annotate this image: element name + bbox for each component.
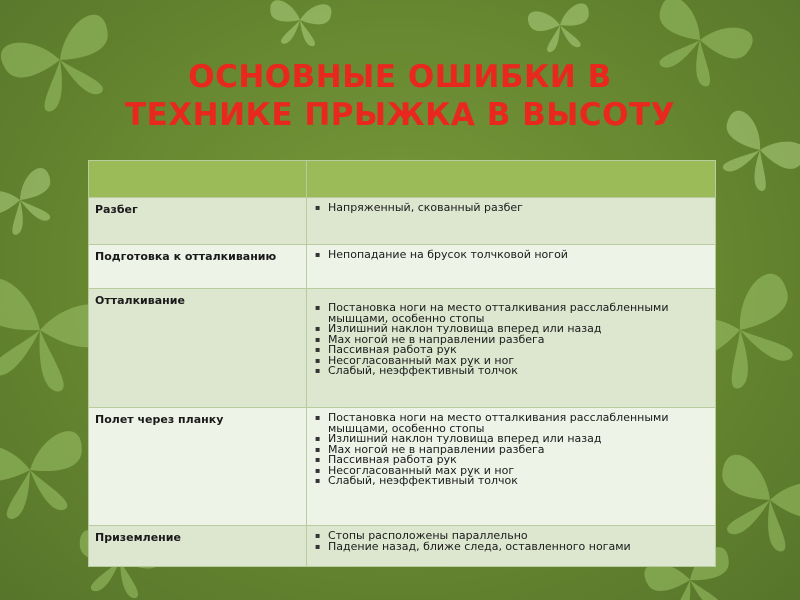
errors-cell bbox=[307, 289, 716, 408]
error-list bbox=[307, 526, 715, 556]
errors-table bbox=[88, 160, 716, 567]
table-row bbox=[89, 526, 716, 567]
table-row bbox=[89, 408, 716, 526]
phase-cell bbox=[89, 289, 307, 408]
error-item: ▪ Слабый, неэффективный толчок bbox=[315, 476, 709, 487]
table-row bbox=[89, 245, 716, 289]
error-list bbox=[307, 289, 715, 381]
errors-cell bbox=[307, 245, 716, 289]
error-item: ▪ Несогласованный мах рук и ног bbox=[315, 466, 709, 477]
errors-cell bbox=[307, 526, 716, 567]
error-item: ▪ Напряженный, скованный разбег bbox=[315, 203, 709, 214]
phase-cell bbox=[89, 198, 307, 245]
phase-name: Разбег bbox=[95, 203, 138, 216]
title-line-1: ОСНОВНЫЕ ОШИБКИ В bbox=[188, 59, 612, 95]
error-item: ▪ Мах ногой не в направлении разбега bbox=[315, 445, 709, 456]
phase-cell bbox=[89, 526, 307, 567]
error-item: ▪ Стопы расположены параллельно bbox=[315, 531, 709, 542]
phase-cell bbox=[89, 245, 307, 289]
error-item: ▪ Постановка ноги на место отталкивания расслабленными мышцами, особенно стопы bbox=[315, 303, 709, 324]
phase-name: Приземление bbox=[95, 531, 181, 544]
errors-cell bbox=[307, 198, 716, 245]
slide-title bbox=[90, 58, 710, 134]
error-item: ▪ Постановка ноги на место отталкивания расслабленными мышцами, особенно стопы bbox=[315, 413, 709, 434]
error-list bbox=[307, 198, 715, 218]
error-list bbox=[307, 408, 715, 491]
errors-cell bbox=[307, 408, 716, 526]
title-line-2: ТЕХНИКЕ ПРЫЖКА В ВЫСОТУ bbox=[124, 97, 676, 133]
phase-name: Отталкивание bbox=[95, 294, 185, 307]
phase-name: Подготовка к отталкиванию bbox=[95, 250, 277, 263]
error-item: ▪ Пассивная работа рук bbox=[315, 455, 709, 466]
error-item: ▪ Излишний наклон туловища вперед или назад bbox=[315, 324, 709, 335]
table-row bbox=[89, 198, 716, 245]
error-item: ▪ Непопадание на брусок толчковой ногой bbox=[315, 250, 709, 261]
header-cell-2 bbox=[307, 161, 716, 198]
error-item: ▪ Несогласованный мах рук и ног bbox=[315, 356, 709, 367]
error-item: ▪ Падение назад, ближе следа, оставленного ногами bbox=[315, 542, 709, 553]
error-item: ▪ Пассивная работа рук bbox=[315, 345, 709, 356]
table-header-row bbox=[89, 161, 716, 198]
table-row bbox=[89, 289, 716, 408]
error-item: ▪ Мах ногой не в направлении разбега bbox=[315, 335, 709, 346]
error-item: ▪ Излишний наклон туловища вперед или назад bbox=[315, 434, 709, 445]
error-item: ▪ Слабый, неэффективный толчок bbox=[315, 366, 709, 377]
phase-cell bbox=[89, 408, 307, 526]
phase-name: Полет через планку bbox=[95, 413, 224, 426]
header-cell-1 bbox=[89, 161, 307, 198]
error-list bbox=[307, 245, 715, 265]
